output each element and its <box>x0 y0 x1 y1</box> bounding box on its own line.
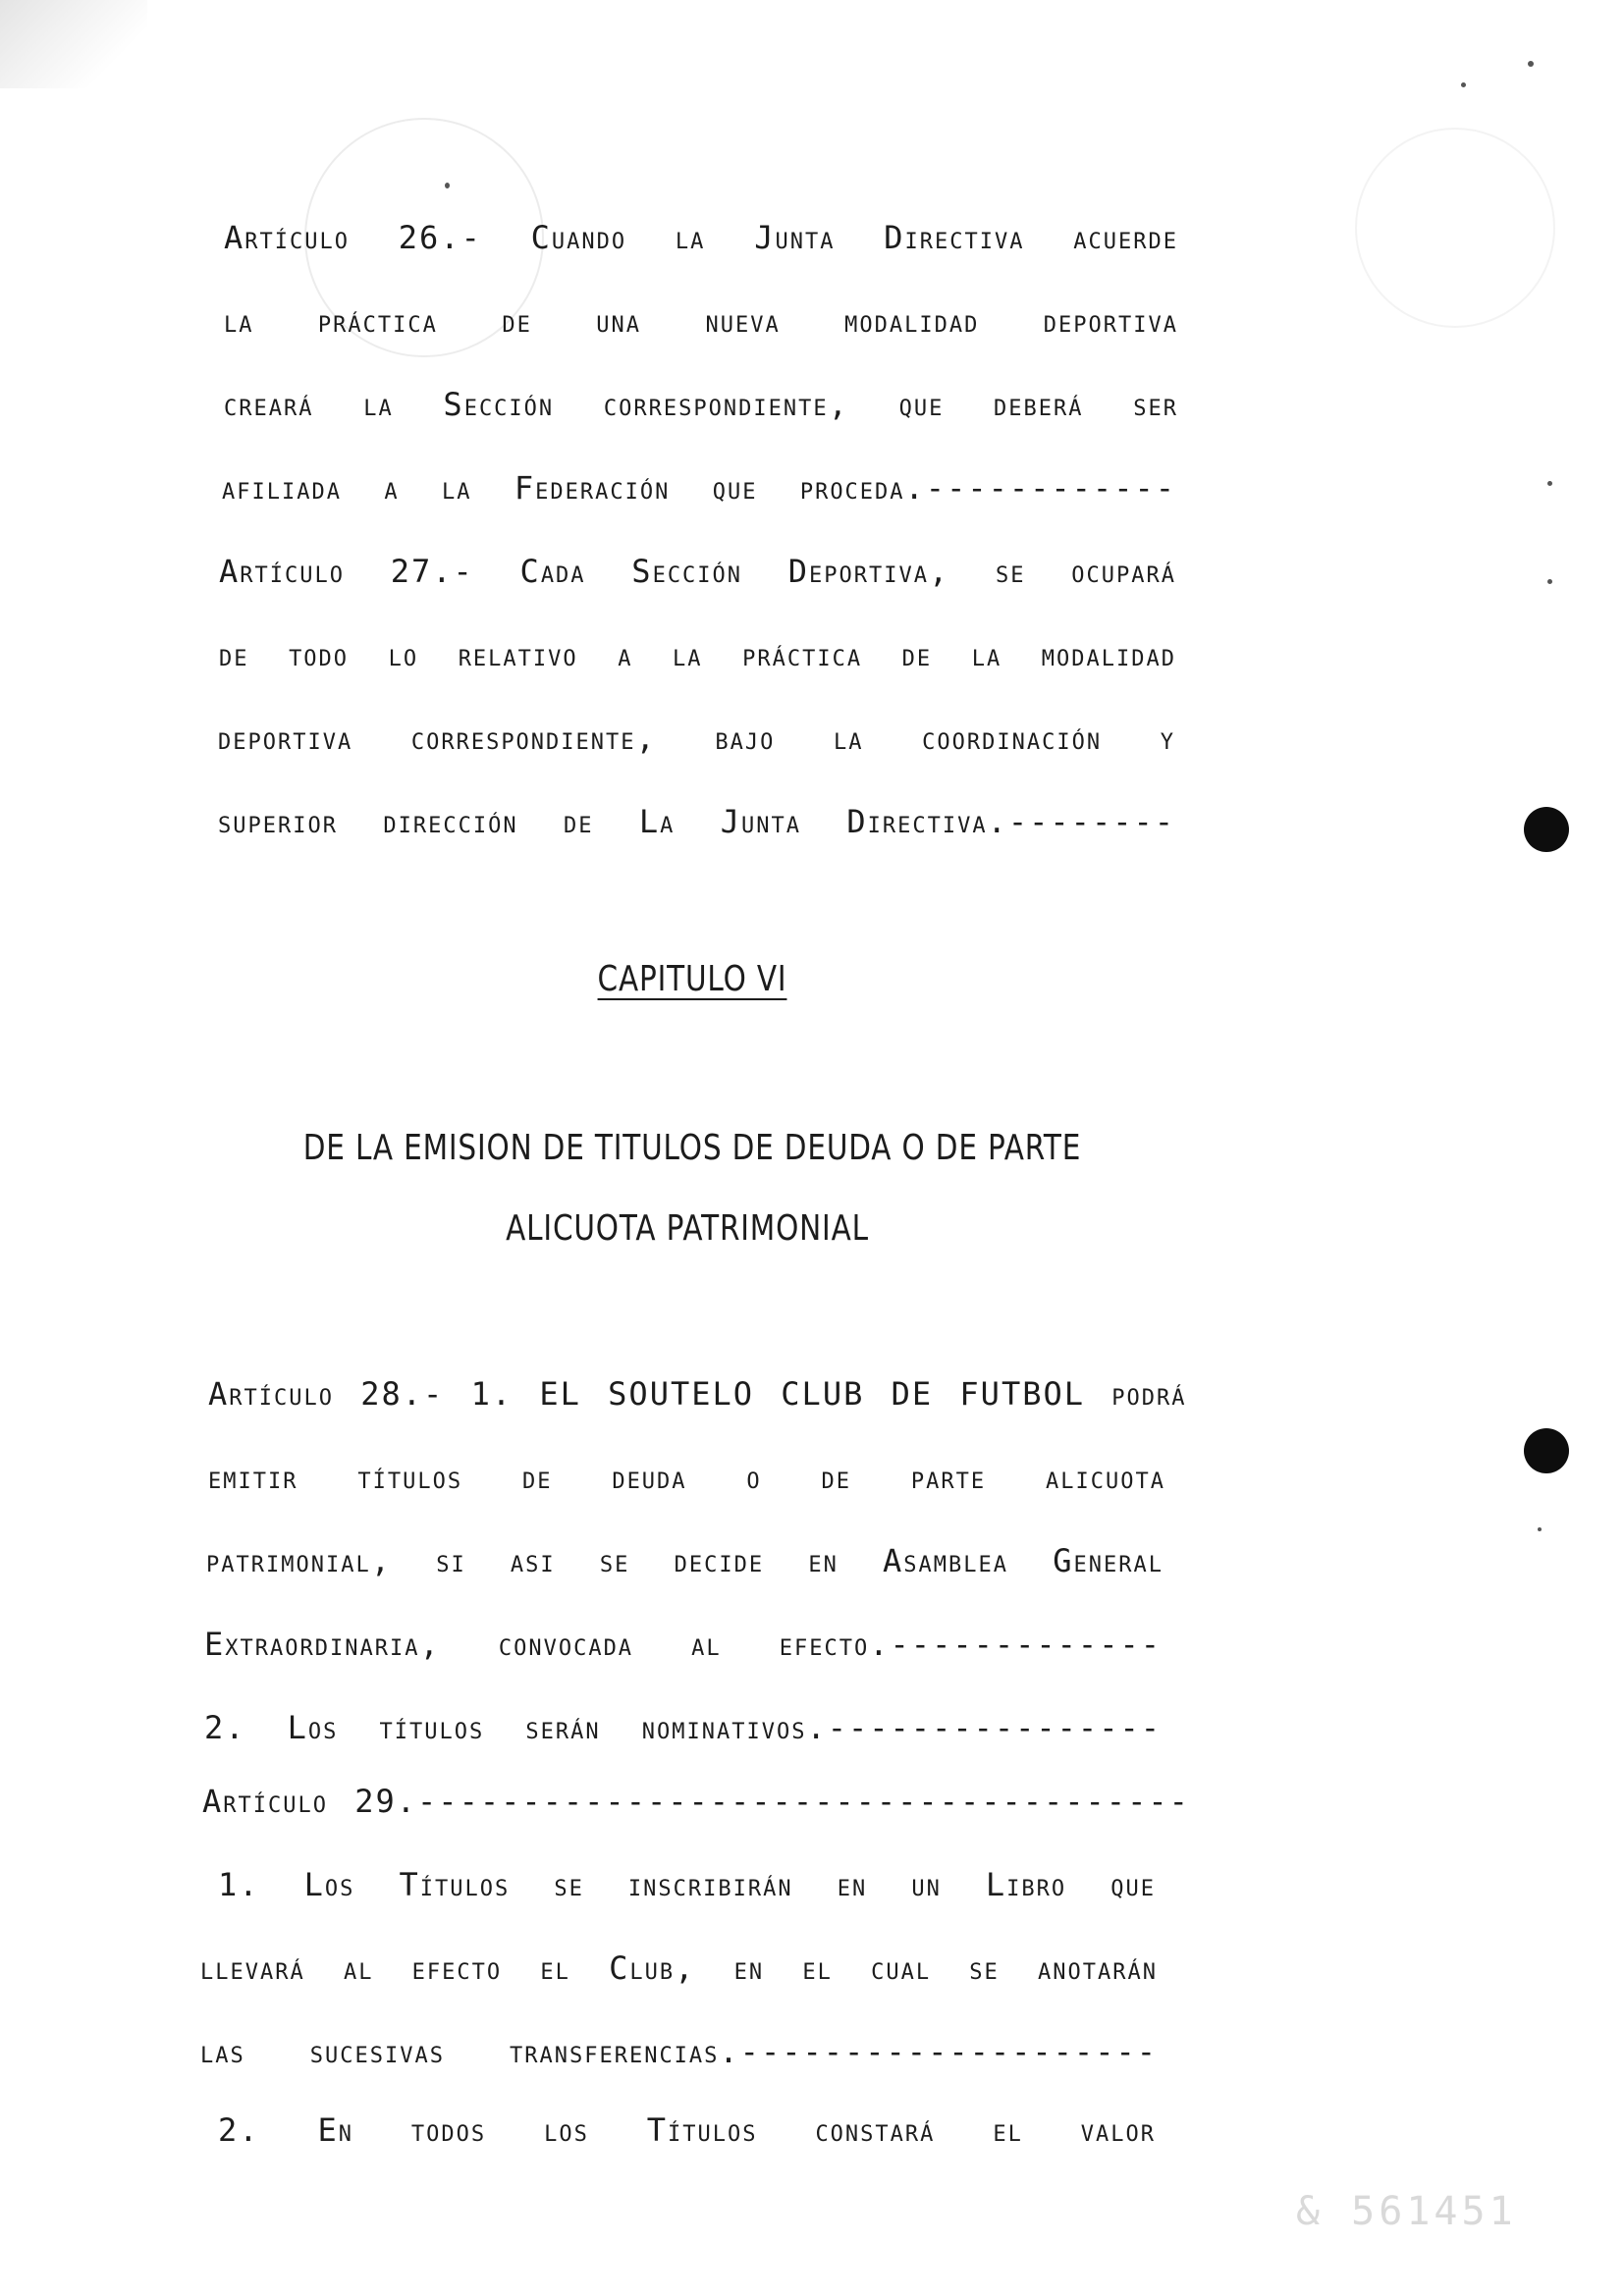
speck <box>1547 481 1552 486</box>
article-26-line-1: Artículo 26.- Cuando la Junta Directiva acuerde <box>224 219 1178 256</box>
speck <box>1538 1527 1542 1531</box>
article-26-line-3: creará la Sección correspondiente, que deberá ser <box>224 386 1178 423</box>
page-fold-shadow <box>0 0 147 88</box>
article-27-line-1: Artículo 27.- Cada Sección Deportiva, se ocupará <box>219 553 1176 590</box>
article-29-line-4: las sucesivas transferencias.-------------------- <box>200 2033 1158 2070</box>
punch-hole <box>1524 807 1569 852</box>
article-28-line-1: Artículo 28.- 1. EL SOUTELO CLUB DE FUTBOL podrá <box>208 1375 1187 1413</box>
faint-stamp <box>1355 128 1555 328</box>
article-29-line-5: 2. En todos los Títulos constará el valor <box>218 2111 1156 2149</box>
article-27-line-2: de todo lo relativo a la práctica de la modalidad <box>219 636 1176 673</box>
article-26-line-2: la práctica de una nueva modalidad deportiva <box>224 302 1178 340</box>
speck <box>1547 579 1552 584</box>
article-26-line-4: afiliada a la Federación que proceda.------------ <box>222 469 1176 507</box>
article-28-line-5: 2. Los títulos serán nominativos.---------------- <box>204 1709 1162 1746</box>
speck <box>1461 82 1466 87</box>
article-28-line-2: emitir títulos de deuda o de parte alicuota <box>208 1459 1165 1496</box>
chapter-title: CAPITULO VI <box>597 959 787 999</box>
speck <box>1528 61 1534 67</box>
article-27-line-4: superior dirección de La Junta Directiva.-------- <box>218 803 1175 840</box>
faint-serial-watermark: & 561451 <box>1296 2189 1517 2234</box>
chapter-subtitle-line-1: DE LA EMISION DE TITULOS DE DEUDA O DE PARTE <box>302 1128 1082 1168</box>
article-29-line-1: Artículo 29.------------------------------------- <box>202 1783 1190 1820</box>
article-29-line-2: 1. Los Títulos se inscribirán en un Libro que <box>218 1866 1156 1903</box>
article-28-line-3: patrimonial, si asi se decide en Asamblea General <box>206 1542 1164 1579</box>
chapter-subtitle-line-2: ALICUOTA PATRIMONIAL <box>506 1208 869 1249</box>
article-27-line-3: deportiva correspondiente, bajo la coordinación y <box>218 720 1175 757</box>
article-29-line-3: llevará al efecto el Club, en el cual se anotarán <box>200 1949 1158 1987</box>
article-28-line-4: Extraordinaria, convocada al efecto.------------- <box>204 1626 1162 1663</box>
punch-hole <box>1524 1428 1569 1473</box>
speck <box>445 183 450 188</box>
